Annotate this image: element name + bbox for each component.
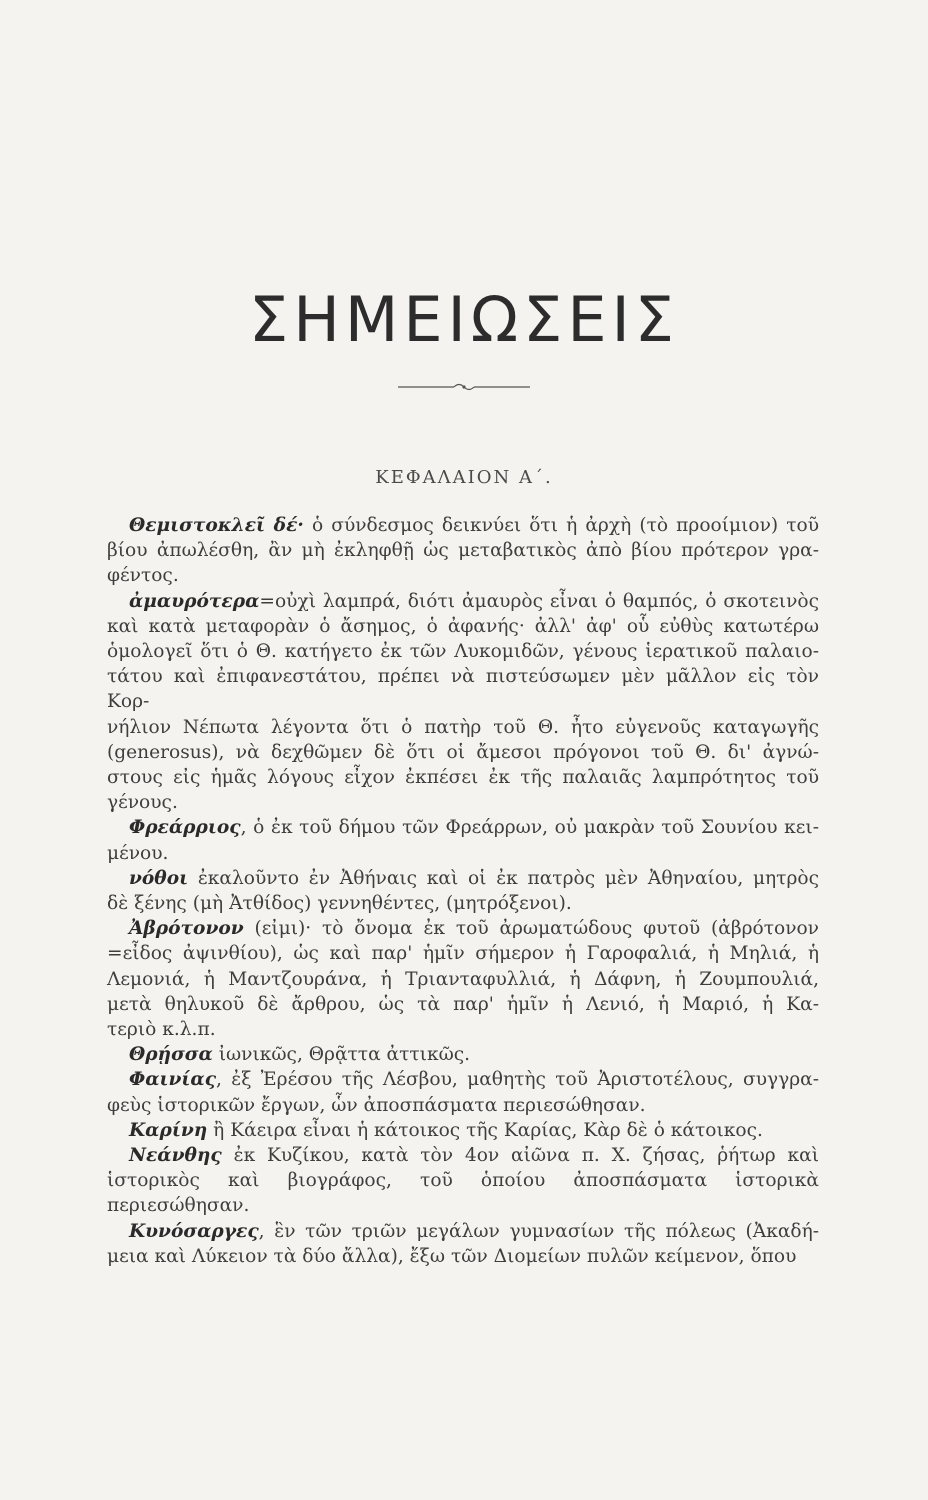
note-line [107,891,819,916]
note-line [107,992,819,1017]
note-paragraph [107,1067,819,1117]
note-line [107,916,819,941]
note-term: νόθοι [129,867,189,889]
note-text: καὶ κατὰ μεταφορὰν ὁ ἄσημος, ὁ ἀφανής· ἀλλ' ἀφ' οὗ εὐθὺς κατωτέρω [107,615,819,637]
note-line [107,715,819,740]
note-line [107,1067,819,1092]
note-paragraph [107,1118,819,1143]
note-line [107,1244,819,1269]
note-line [107,1093,819,1118]
note-text: φέντος. [107,565,179,587]
note-line [107,538,819,563]
note-text: ἱστορικὸς καὶ βιογράφος, τοῦ ὁποίου ἀποσπάσματα ἱστορικὰ περιεσώθησαν. [107,1170,819,1217]
note-line [107,1168,819,1218]
note-term: Φρεάρριος [129,817,241,839]
note-paragraph [107,1042,819,1067]
note-term: ἀμαυρότερα [129,590,260,612]
note-line [107,841,819,866]
note-paragraph [107,815,819,865]
page-title: ΣΗΜΕΙΩΣΕΙΣ [249,283,679,356]
note-text: , ἐξ Ἐρέσου τῆς Λέσβου, μαθητὴς τοῦ Ἀριστοτέλους, συγγρα- [216,1069,819,1091]
note-paragraph [107,866,819,916]
note-term: Κυνόσαργες [129,1220,259,1242]
note-line [107,815,819,840]
note-text: γένους. [107,792,178,814]
note-line [107,765,819,790]
note-line [107,1118,819,1143]
note-line [107,967,819,992]
note-line [107,664,819,714]
note-line [107,1143,819,1168]
note-text: τάτου καὶ ἐπιφανεστάτου, πρέπει νὰ πιστεύσωμεν μὲν μᾶλλον εἰς τὸν Κορ- [107,666,819,713]
note-text: φεὺς ἱστορικῶν ἔργων, ὧν ἀποσπάσματα περιεσώθησαν. [107,1094,646,1116]
note-text: ἐκ Κυζίκου, κατὰ τὸν 4ον αἰῶνα π. Χ. ζήσας, ῥήτωρ καὶ [221,1145,819,1167]
note-text: ὁμολογεῖ ὅτι ὁ Θ. κατήγετο ἐκ τῶν Λυκομιδῶν, γένους ἱερατικοῦ παλαιο- [107,641,819,663]
note-text: , ἓν τῶν τριῶν μεγάλων γυμνασίων τῆς πόλεως (Ἀκαδή- [258,1220,819,1242]
note-text: (generosus), νὰ δεχθῶμεν δὲ ὅτι οἱ ἄμεσοι πρόγονοι τοῦ Θ. δι' ἀγνώ- [107,741,819,763]
note-text: , ὁ ἐκ τοῦ δήμου τῶν Φρεάρρων, οὐ μακρὰν τοῦ Σουνίου κει- [240,817,819,839]
note-term: Καρίνη [129,1119,208,1141]
note-text: τεριὸ κ.λ.π. [107,1019,216,1041]
note-line [107,866,819,891]
note-text: (εἰμι)· τὸ ὄνομα ἐκ τοῦ ἀρωματώδους φυτοῦ (ἀβρότονον [243,918,819,940]
note-term: Θεμιστοκλεῖ δέ· [129,515,304,536]
note-line [107,790,819,815]
note-paragraph [107,916,819,1042]
note-paragraph [107,1219,819,1269]
note-text: βίου ἀπωλέσθη, ἂν μὴ ἐκληφθῇ ὡς μεταβατικὸς ἀπὸ βίου πρότερον γρα- [107,540,819,562]
note-term: Θρῄσσα [129,1044,213,1066]
note-paragraph [107,513,819,589]
note-line [107,563,819,588]
note-line [107,614,819,639]
note-line [107,513,819,538]
note-line [107,740,819,765]
note-text: μετὰ θηλυκοῦ δὲ ἄρθρου, ὡς τὰ παρ' ἡμῖν ἡ Λενιό, ἡ Μαριό, ἡ Κα- [107,993,819,1015]
note-line [107,941,819,966]
note-text: στους εἰς ἡμᾶς λόγους εἶχον ἐκπέσει ἐκ τῆς παλαιᾶς λαμπρότητος τοῦ [107,767,819,789]
note-line [107,1017,819,1042]
note-text: μένου. [107,842,169,864]
note-term: Φαινίας [129,1069,217,1091]
note-text: μεια καὶ Λύκειον τὰ δύο ἄλλα), ἔξω τῶν Διομείων πυλῶν κείμενον, ὅπου [107,1245,797,1267]
note-text: ἐκαλοῦντο ἐν Ἀθήναις καὶ οἱ ἐκ πατρὸς μὲν Ἀθηναίου, μητρὸς [188,867,819,889]
note-text: Λεμονιά, ἡ Μαντζουράνα, ἡ Τριανταφυλλιά, ἡ Δάφνη, ἡ Ζουμπουλιά, [107,968,819,990]
note-text: δὲ ξένης (μὴ Ἀτθίδος) γεννηθέντες, (μητρόξενοι). [107,893,572,915]
note-paragraph [107,1143,819,1219]
note-text: νήλιον Νέπωτα λέγοντα ὅτι ὁ πατὴρ τοῦ Θ. ἦτο εὐγενοῦς καταγωγῆς [107,716,819,738]
note-term: Ἀβρότονον [129,918,244,940]
title-ornament-divider [398,382,530,392]
chapter-heading: ΚΕΦΑΛΑΙΟΝ Α΄. [375,467,553,488]
note-term: Νεάνθης [129,1145,222,1167]
note-text: ἰωνικῶς, Θρᾷττα ἀττικῶς. [212,1044,471,1066]
note-text: ἢ Κάειρα εἶναι ἡ κάτοικος τῆς Καρίας, Κὰρ δὲ ὁ κάτοικος. [207,1119,763,1141]
note-text: ὁ σύνδεσμος δεικνύει ὅτι ἡ ἀρχὴ (τὸ προοίμιον) τοῦ [303,515,820,536]
note-line [107,1219,819,1244]
note-text: =εἶδος ἀψινθίου), ὡς καὶ παρ' ἡμῖν σήμερον ἡ Γαροφαλιά, ἡ Μηλιά, ἡ [107,943,819,965]
note-paragraph [107,589,819,816]
note-text: =οὐχὶ λαμπρά, διότι ἀμαυρὸς εἶναι ὁ θαμπός, ὁ σκοτεινὸς [259,590,819,612]
notes-body [107,513,819,1269]
note-line [107,589,819,614]
note-line [107,1042,819,1067]
note-line [107,639,819,664]
